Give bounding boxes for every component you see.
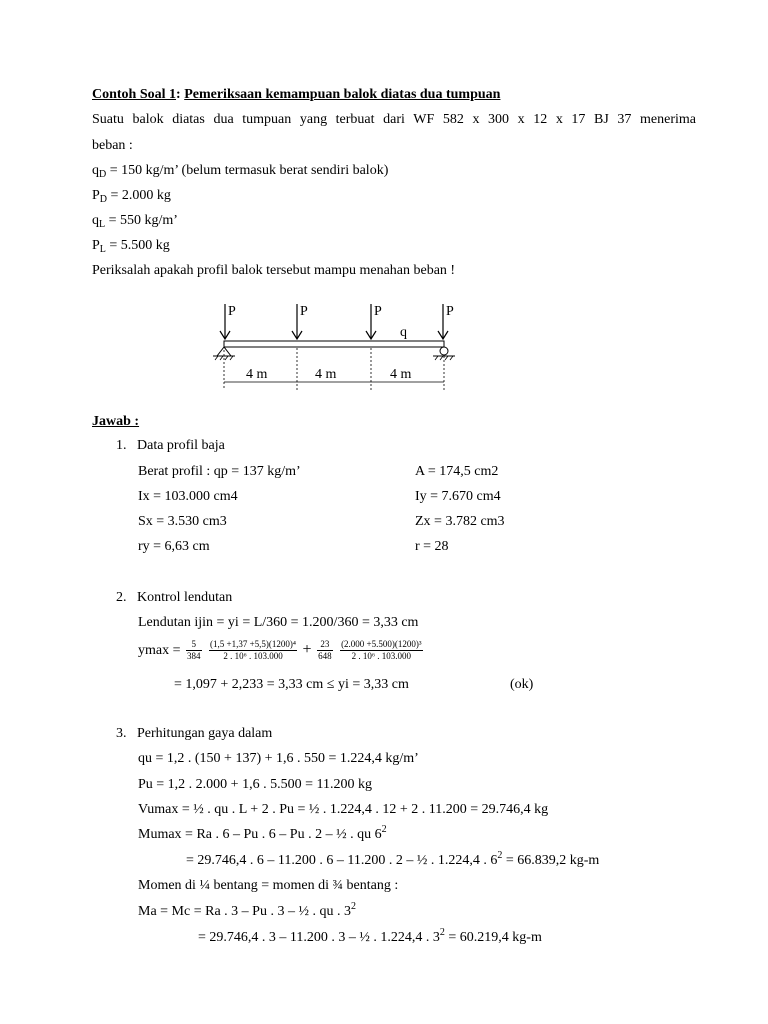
load-ql: $q_L = 550$ kg/m’ — [92, 213, 178, 230]
title-sep: : — [176, 87, 185, 102]
profile-zx: Zx = 3.782 cm3 — [415, 514, 505, 529]
section-2-heading: 2. Kontrol lendutan — [116, 590, 233, 605]
mumax-result: = 29.746,4 . 6 – 11.200 . 6 – 11.200 . 2 – ½ . 1.224,4 . $6^2 = 66.839,2$ kg-m — [186, 850, 600, 868]
beam — [224, 341, 444, 347]
profile-area: A = 174,5 cm2 — [415, 464, 499, 479]
mumax-calc: Mumax = Ra . 6 – Pu . 6 – Pu . 2 – ½ . qu $6^2$ — [138, 824, 387, 842]
load-label-2: P — [300, 304, 308, 319]
intro-line-1: Suatu balok diatas dua tumpuan yang terbuat dari WF 582 x 300 x 12 x 17 BJ 37 menerima — [92, 112, 696, 127]
ma-result: = 29.746,4 . 3 – 11.200 . 3 – ½ . 1.224,4 . $3^2 = 60.219,4$ kg-m — [198, 927, 542, 945]
span-label-1: 4 m — [246, 367, 268, 382]
plus-sign: + — [302, 641, 312, 658]
question-text: Periksalah apakah profil balok tersebut mampu menahan beban ! — [92, 263, 456, 278]
load-pl: $P_L = 5.500$ kg — [92, 238, 170, 255]
profile-ix: Ix = 103.000 cm4 — [138, 489, 238, 504]
fraction-2: $\frac{\text{(1,5 +1,37 +5,5)(1200)⁴}}{\text{2 . 10⁶ . 103.000}}$ — [210, 639, 297, 662]
answer-heading: Jawab : — [92, 414, 140, 429]
profile-weight: Berat profil : qp = 137 kg/m’ — [138, 464, 301, 479]
distributed-load-label: q — [400, 325, 407, 340]
ymax-formula — [138, 638, 425, 663]
section-1-heading: 1. Data profil baja — [116, 438, 225, 453]
profile-r: r = 28 — [415, 539, 449, 554]
profile-iy: Iy = 7.670 cm4 — [415, 489, 501, 504]
fraction-1: $\frac{5}{384}$ — [187, 639, 201, 662]
ma-calc: Ma = Mc = Ra . 3 – Pu . 3 – ½ . qu . $3^2$ — [138, 901, 356, 919]
deflection-ok: (ok) — [510, 677, 534, 692]
profile-ry: ry = 6,63 cm — [138, 539, 210, 554]
deflection-result: = 1,097 + 2,233 = 3,33 cm ≤ yi = 3,33 cm — [174, 677, 409, 692]
ymax-label: ymax = — [138, 643, 181, 658]
title-prefix: Contoh Soal 1 — [92, 87, 177, 102]
span-label-2: 4 m — [315, 367, 337, 382]
beam-diagram — [200, 298, 470, 398]
right-support — [433, 347, 455, 360]
intro-line-2: beban : — [92, 138, 133, 153]
moment-quarter-heading: Momen di ¼ bentang = momen di ¾ bentang : — [138, 878, 399, 893]
span-label-3: 4 m — [390, 367, 412, 382]
load-label-3: P — [374, 304, 382, 319]
pu-calc: Pu = 1,2 . 2.000 + 1,6 . 5.500 = 11.200 kg — [138, 777, 372, 792]
qu-calc: qu = 1,2 . (150 + 137) + 1,6 . 550 = 1.224,4 kg/m’ — [138, 751, 419, 766]
fraction-4: $\frac{\text{(2.000 +5.500)(1200)³}}{\text{2 . 10⁶ . 103.000}}$ — [341, 639, 422, 662]
section-3-heading: 3. Perhitungan gaya dalam — [116, 726, 273, 741]
vumax-calc: Vumax = ½ . qu . L + 2 . Pu = ½ . 1.224,4 . 12 + 2 . 11.200 = 29.746,4 kg — [138, 802, 549, 817]
profile-sx: Sx = 3.530 cm3 — [138, 514, 227, 529]
load-label-1: P — [228, 304, 236, 319]
load-label-4: P — [446, 304, 454, 319]
title-main: Pemeriksaan kemampuan balok diatas dua tumpuan — [184, 87, 501, 102]
load-pd: $P_D = 2.000$ kg — [92, 188, 171, 205]
page-title — [92, 86, 500, 104]
fraction-3: $\frac{23}{648}$ — [318, 639, 332, 662]
allowable-deflection: Lendutan ijin = yi = L/360 = 1.200/360 = 3,33 cm — [138, 615, 419, 630]
load-qd: $q_D = 150$ kg/m’ (belum termasuk berat sendiri balok) — [92, 163, 389, 180]
